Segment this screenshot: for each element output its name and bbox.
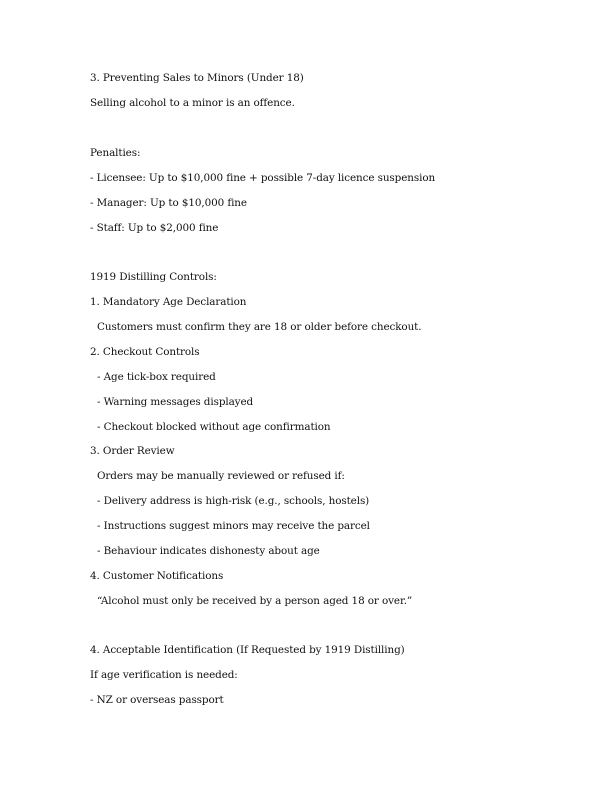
control-2-title: 2. Checkout Controls bbox=[90, 346, 200, 358]
control-3-title: 3. Order Review bbox=[90, 445, 175, 457]
paragraph-offence: Selling alcohol to a minor is an offence. bbox=[90, 97, 295, 109]
control-3-item-2: - Instructions suggest minors may receive the parcel bbox=[97, 520, 370, 532]
identification-item-passport: - NZ or overseas passport bbox=[90, 694, 224, 706]
control-3-text: Orders may be manually reviewed or refused if: bbox=[97, 470, 345, 482]
control-3-item-3: - Behaviour indicates dishonesty about age bbox=[97, 545, 320, 557]
controls-heading: 1919 Distilling Controls: bbox=[90, 271, 217, 283]
verification-text: If age verification is needed: bbox=[90, 669, 238, 681]
control-2-item-1: - Age tick-box required bbox=[97, 371, 216, 383]
penalty-licensee: - Licensee: Up to $10,000 fine + possible 7-day licence suspension bbox=[90, 172, 436, 184]
penalty-manager: - Manager: Up to $10,000 fine bbox=[90, 197, 247, 209]
control-1-text: Customers must confirm they are 18 or older before checkout. bbox=[97, 321, 422, 333]
customer-notification-quote: “Alcohol must only be received by a person aged 18 or over.” bbox=[97, 595, 413, 607]
control-3-item-1: - Delivery address is high-risk (e.g., schools, hostels) bbox=[97, 495, 370, 507]
control-2-item-2: - Warning messages displayed bbox=[97, 396, 254, 408]
penalty-staff: - Staff: Up to $2,000 fine bbox=[90, 222, 219, 234]
control-4-title: 4. Customer Notifications bbox=[90, 570, 224, 582]
section-heading-identification: 4. Acceptable Identification (If Requested by 1919 Distilling) bbox=[90, 644, 405, 656]
control-2-item-3: - Checkout blocked without age confirmation bbox=[97, 421, 331, 433]
penalties-heading: Penalties: bbox=[90, 147, 141, 159]
section-heading-preventing-sales: 3. Preventing Sales to Minors (Under 18) bbox=[90, 72, 304, 84]
control-1-title: 1. Mandatory Age Declaration bbox=[90, 296, 247, 308]
